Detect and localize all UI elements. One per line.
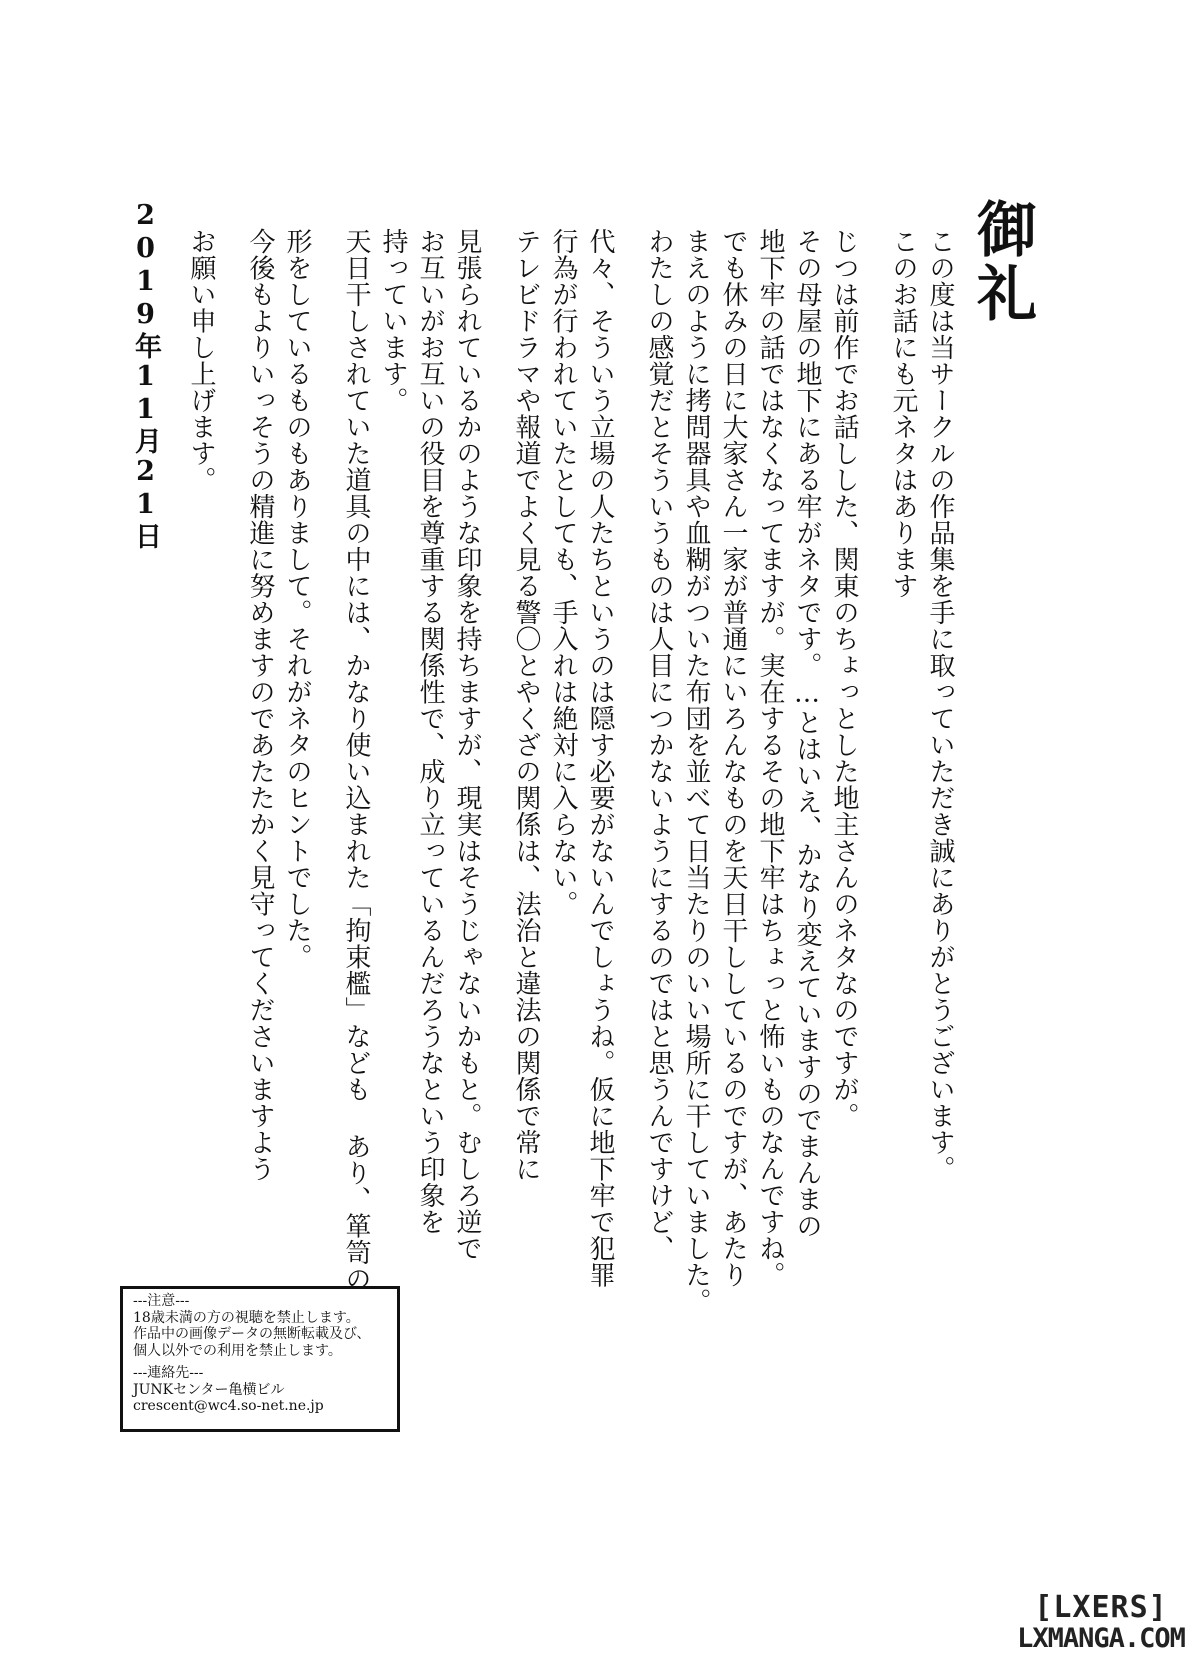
body-column: 見張られているかのような印象を持ちますが、現実はそうじゃないかもと。むしろ逆で <box>452 228 482 1262</box>
body-column: わたしの感覚だとそういうものは人目につかないようにするのではと思うんですけど、 <box>644 228 674 1262</box>
caution-line: 作品中の画像データの無断転載及び、 <box>133 1326 371 1342</box>
date-stamp: 2019年11月21日 <box>130 200 161 551</box>
body-column: じつは前作でお話しした、関東のちょっとした地主さんのネタなのですが。 <box>829 228 859 1129</box>
page-title: 御礼 <box>967 198 1037 326</box>
contact-name: JUNKセンター亀横ビル <box>133 1381 285 1398</box>
contact-header: ---連絡先--- <box>133 1365 204 1381</box>
afterword-body <box>182 228 958 1315</box>
body-column: お互いがお互いの役目を尊重する関係性で、成り立っているんだろうなという印象を <box>415 228 445 1235</box>
caution-line: 個人以外での利用を禁止します。 <box>133 1342 342 1359</box>
site-watermark <box>1016 1592 1186 1654</box>
body-column: テレビドラマや報道でよく見る警〇とやくざの関係は、法治と違法の関係で常に <box>511 228 541 1182</box>
caution-line: 18歳未満の方の視聴を禁止します。 <box>133 1309 360 1326</box>
body-column: この度は当サークルの作品集を手に取っていただき誠にありがとうございます。 <box>925 228 955 1182</box>
notice-box <box>120 1286 400 1432</box>
body-column: このお話にも元ネタはあります <box>888 228 918 599</box>
body-column: 形をしているものもありまして。それがネタのヒントでした。 <box>282 228 312 970</box>
watermark-brand: [LXERS] <box>1034 1590 1168 1625</box>
body-column: まえのように拷問器具や血糊がついた布団を並べて日当たりのいい場所に干していました。 <box>681 228 711 1315</box>
caution-header: ---注意--- <box>133 1293 190 1309</box>
body-column: 行為が行われていたとしても、手入れは絶対に入らない。 <box>548 228 578 917</box>
body-column: 代々、そういう立場の人たちというのは隠す必要がないんでしょうね。仮に地下牢で犯罪 <box>585 228 615 1288</box>
body-column: その母屋の地下にある牢がネタです。…とはいえ、かなり変えていますのでまんまの <box>792 228 822 1239</box>
body-column: 天日干しされていた道具の中には、かなり使い込まれた「拘束檻」なども あり、箪笥の <box>341 228 371 1292</box>
body-column: 地下牢の話ではなくなってますが。実在するその地下牢はちょっと怖いものなんですね。 <box>755 228 785 1288</box>
body-column: 持っています。 <box>378 228 408 414</box>
body-column: お願い申し上げます。 <box>186 228 216 493</box>
body-column: 今後もよりいっそうの精進に努めますのであたたかく見守ってくださいますよう <box>245 228 275 1182</box>
body-column: でも休みの日に大家さん一家が普通にいろんなものを天日干ししているのですが、あたり <box>718 228 748 1288</box>
contact-email: crescent@wc4.so-net.ne.jp <box>133 1398 324 1414</box>
watermark-domain: LXMANGA.COM <box>1017 1623 1185 1654</box>
